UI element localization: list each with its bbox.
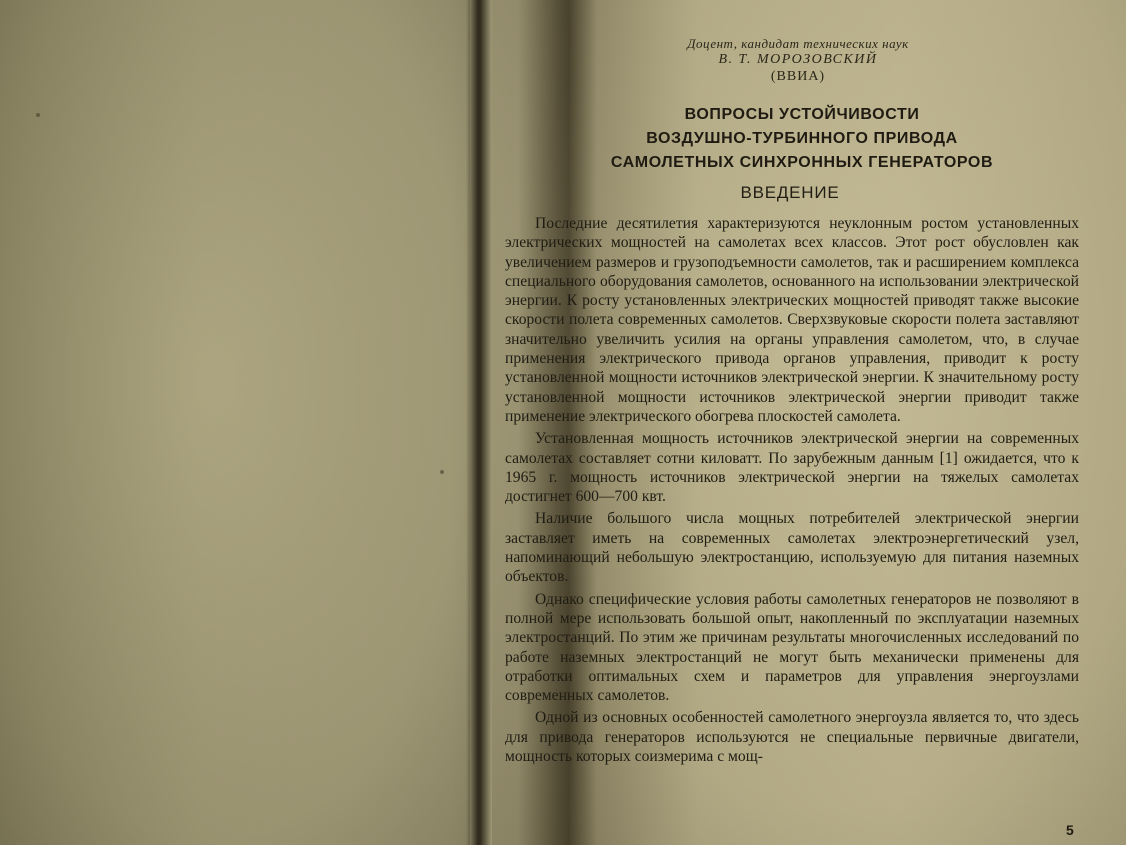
title-line: ВОЗДУШНО-ТУРБИННОГО ПРИВОДА bbox=[646, 130, 958, 147]
author-role: Доцент, кандидат технических наук bbox=[687, 36, 909, 51]
title-line: САМОЛЕТНЫХ СИНХРОННЫХ ГЕНЕРАТОРОВ bbox=[610, 154, 994, 171]
article-title bbox=[552, 103, 1052, 175]
author-name: В. Т. МОРОЗОВСКИЙ bbox=[718, 52, 878, 67]
paragraph: Наличие большого числа мощных потребителей электрической энергии заставляет иметь на современных самолетах электроэнергетический узел, напоминающий небольшую электростанцию, используемую для питания наземных объектов. bbox=[505, 510, 1079, 586]
title-line: ВОПРОСЫ УСТОЙЧИВОСТИ bbox=[684, 106, 920, 123]
right-page bbox=[492, 0, 1126, 845]
author-organization: (ВВИА) bbox=[770, 69, 826, 84]
left-page-blank bbox=[0, 0, 470, 845]
paragraph: Однако специфические условия работы самолетных генераторов не позволяют в полной мере использовать большой опыт, накопленный по эксплуатации наземных электростанций. По этим же причинам результаты многочисленных исследований по работе наземных электростанций не могут быть механически применены для отработки оптимальных схем и параметров для управления энергоузлами современных самолетов. bbox=[505, 590, 1079, 705]
paragraph: Последние десятилетия характеризуются неуклонным ростом установленных электрических мощностей на самолетах всех классов. Этот рост обусловлен как увеличением размеров и грузоподъемности самолетов, так и расширением комплекса специального оборудования самолетов, основанного на использовании электрической энергии. К росту установленных электрических мощностей приводят также высокие скорости полета современных самолетов. Сверхзвуковые скорости полета заставляют значительно увеличить усилия на органы управления самолетом, что, в случае применения электрического привода органов управления, приводит к росту установленной мощности источников электрической энергии. К значительному росту установленной мощности источников электрической энергии приводит также применение электрического обогрева плоскостей самолета. bbox=[505, 215, 1079, 425]
paragraph: Установленная мощность источников электрической энергии на современных самолетах составляет сотни киловатт. По зарубежным данным [1] ожидается, что к 1965 г. мощность источников электрической энергии на тяжелых самолетах достигнет 600—700 квт. bbox=[505, 430, 1079, 506]
section-heading: ВВЕДЕНИЕ bbox=[740, 183, 840, 202]
body-text bbox=[505, 214, 1079, 766]
page-number: 5 bbox=[1066, 822, 1074, 838]
paper-speck bbox=[440, 470, 444, 474]
paper-speck bbox=[36, 113, 40, 117]
book-gutter bbox=[466, 0, 492, 845]
paragraph: Одной из основных особенностей самолетного энергоузла является то, что здесь для привода генераторов используются не специальные первичные двигатели, мощность которых соизмерима с мощ- bbox=[505, 709, 1079, 766]
